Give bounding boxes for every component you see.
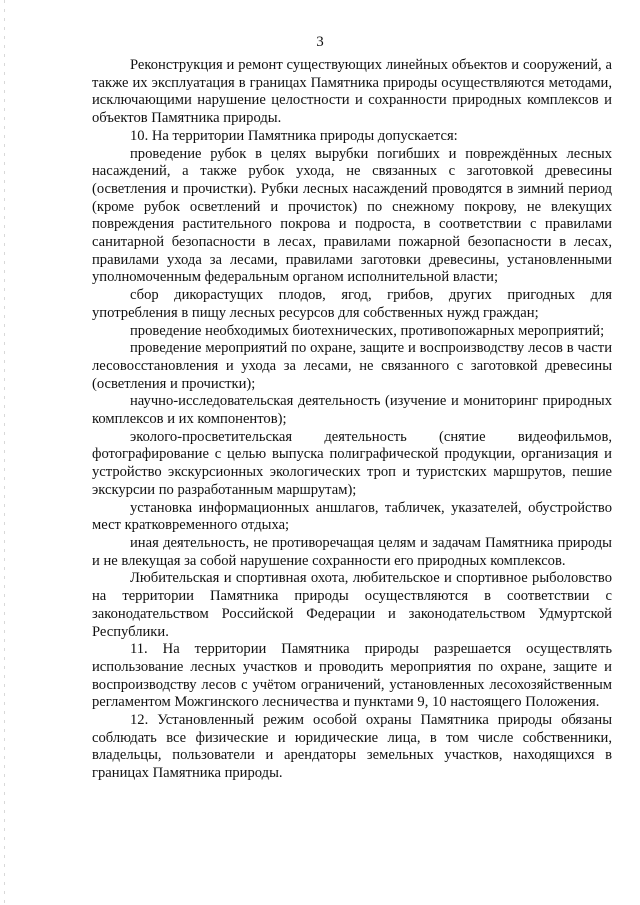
paragraph-other-activity: иная деятельность, не противоречащая целям и задачам Памятника природы и не влекущая за собой нарушение сохранности его природных комплексов. xyxy=(92,534,612,569)
paragraph-hunting-fishing: Любительская и спортивная охота, любительское и спортивное рыболовство на территории Памятника природы осуществляются в соответствии с законодательством Российской Федерации и законодательством Удмуртской Республики. xyxy=(92,570,612,640)
scan-edge-marks xyxy=(4,0,5,905)
paragraph-item-10-heading: 10. На территории Памятника природы допускается: xyxy=(130,127,458,144)
paragraph-gathering: сбор дикорастущих плодов, ягод, грибов, других пригодных для употребления в пищу лесных ресурсов для собственных нужд граждан; xyxy=(92,287,612,321)
paragraph-research: научно-исследовательская деятельность (изучение и мониторинг природных комплексов и их компонентов); xyxy=(92,393,612,428)
page-number: 3 xyxy=(316,34,324,50)
paragraph-eco-education: эколого-просветительская деятельность (снятие видеофильмов, фотографирование с целью выпуска полиграфической продукции, организация и устройство экскурсионных экологических троп и туристских маршрутов, пешие экскурсии по разработанным маршрутам); xyxy=(92,428,612,498)
paragraph-biotechnical: проведение необходимых биотехнических, противопожарных мероприятий; xyxy=(130,322,605,339)
paragraph-felling: проведение рубок в целях вырубки погибших и повреждённых лесных насаждений, а также рубок ухода, не связанных с заготовкой древесины (осветления и прочистки). Рубки лесных насаждений проводятся в зимний период (кроме рубок осветлений и прочисток) по снежному покрову, не влекущих повреждения растительного покрова и подроста, в соответствии с правилами санитарной безопасности в лесах, правилами пожарной безопасности в лесах, правилами ухода за лесами, правилами заготовки древесины, установленными уполномоченным федеральным органом исполнительной власти; xyxy=(92,145,612,286)
document-body xyxy=(92,57,612,783)
paragraph-reconstruction: Реконструкция и ремонт существующих линейных объектов и сооружений, а также их эксплуатация в границах Памятника природы осуществляются методами, исключающими нарушение целостности и сохранности природных комплексов и объектов Памятника природы. xyxy=(92,57,612,127)
paragraph-item-12: 12. Установленный режим особой охраны Памятника природы обязаны соблюдать все физические и юридические лица, в том числе собственники, владельцы, пользователи и арендаторы земельных участков, находящихся в границах Памятника природы. xyxy=(92,712,612,782)
paragraph-signage: установка информационных аншлагов, табличек, указателей, обустройство мест кратковременного отдыха; xyxy=(92,499,612,534)
paragraph-item-11: 11. На территории Памятника природы разрешается осуществлять использование лесных участков и проводить мероприятия по охране, защите и воспроизводству лесов с учётом ограничений, установленных лесохозяйственным регламентом Можгинского лесничества и пунктами 9, 10 настоящего Положения. xyxy=(92,641,612,711)
paragraph-forest-protection: проведение мероприятий по охране, защите и воспроизводству лесов в части лесовосстановления и ухода за лесами, не связанного с заготовкой древесины (осветления и прочистки); xyxy=(92,340,612,392)
